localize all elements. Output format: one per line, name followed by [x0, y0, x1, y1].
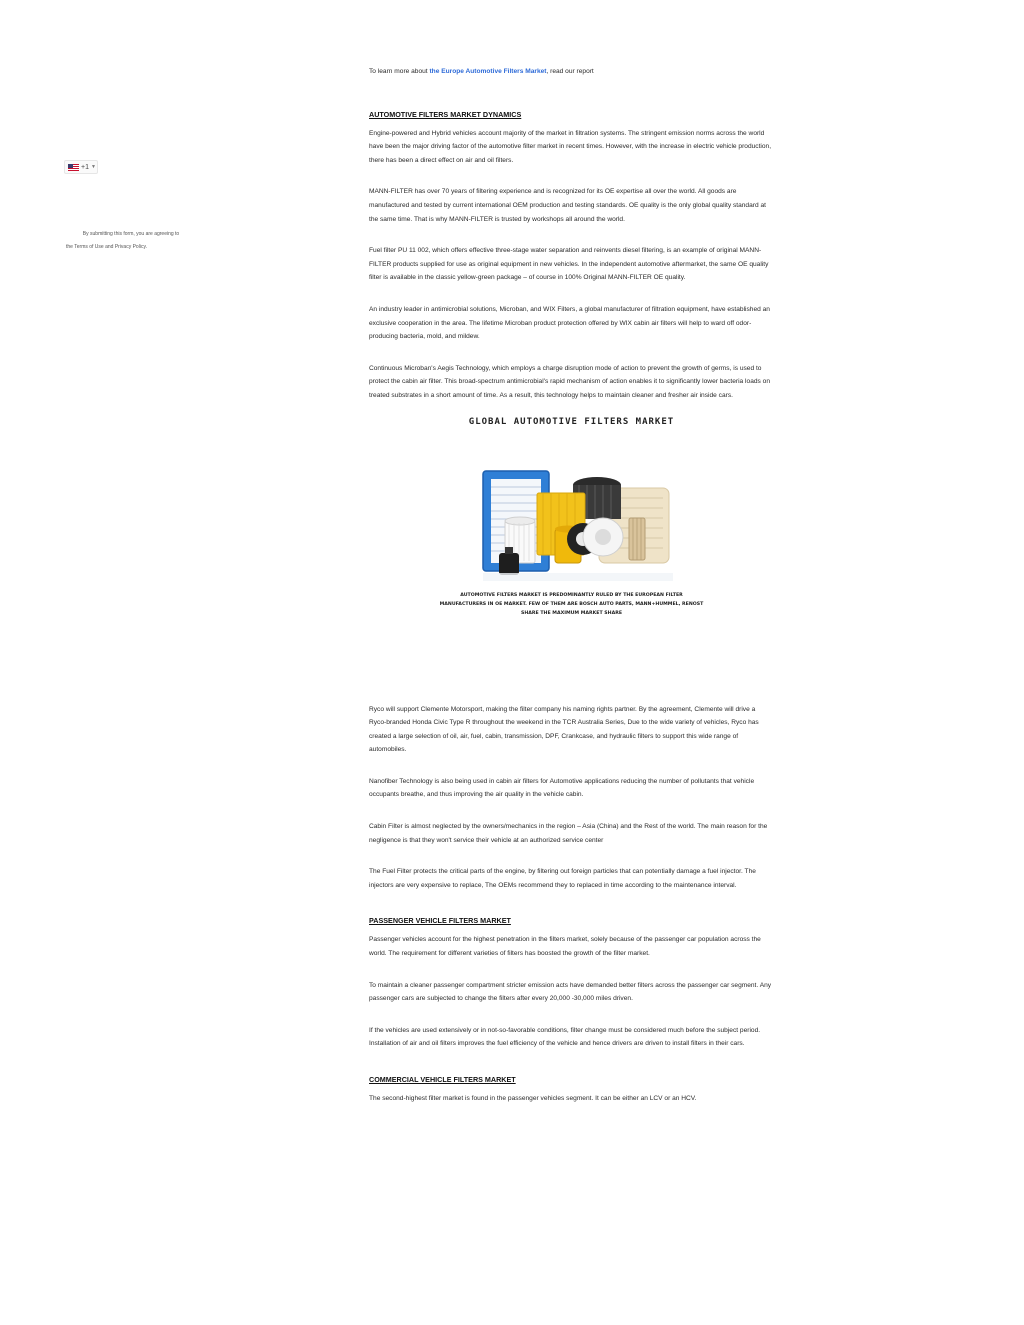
heading-market-dynamics: AUTOMOTIVE FILTERS MARKET DYNAMICS [369, 109, 522, 119]
europe-market-link[interactable]: the Europe Automotive Filters Market [429, 68, 547, 75]
filters-image [479, 463, 679, 583]
paragraph-dynamics-3: Fuel filter PU 11 002, which offers effective three-stage water separation and reinvents diesel filtering, is an example of original MANN-FILTER products supplied for use as original equipment in new vehicles. In the independent automotive aftermarket, the same OE quality filter is available in the classic yellow-green package – of course in 100% Original MANN-FILTER OE quality. [369, 247, 769, 282]
lead-prefix: To learn more about [369, 68, 430, 75]
paragraph-dynamics-5: Continuous Microban's Aegis Technology, which employs a charge disruption mode of action to prevent the growth of germs, is used to protect the cabin air filter. This broad-spectrum antimicrobial's rapid mechanism of action enables it to significantly lower bacteria loads on treated substrates in a short amount of time. As a result, this technology helps to maintain cleaner and fresher air inside cars. [369, 364, 770, 399]
paragraph-dynamics-4: An industry leader in antimicrobial solutions, Microban, and WIX Filters, a global manufacturer of filtration equipment, have established an exclusive cooperation in the area. The lifetime Microban product protection offered by WIX cabin air filters will help to ward off odor-producing bacteria, mold, and mildew. [369, 305, 770, 341]
paragraph-passenger-1: Passenger vehicles account for the highest penetration in the filters market, solely because of the passenger car population across the world. The requirement for different varieties of filters has boosted the growth of the filter market. [369, 936, 761, 958]
infographic-title: GLOBAL AUTOMOTIVE FILTERS MARKET [468, 416, 675, 427]
paragraph-passenger-2: To maintain a cleaner passenger compartment stricter emission acts have demanded better filters across the passenger car segment. Any passenger cars are subjected to change the filters after every 20,000 -30,000 miles driven. [369, 981, 772, 1003]
article-body [369, 65, 774, 1106]
heading-commercial-vehicle: COMMERCIAL VEHICLE FILTERS MARKET [369, 1075, 516, 1084]
consent-line-1: By submitting this form, you are agreeing to [82, 231, 180, 237]
paragraph-commercial-1: The second-highest filter market is found in the passenger vehicles segment. It can be either an LCV or an HCV. [369, 1095, 697, 1102]
phone-country-code: +1 [81, 163, 89, 171]
market-infographic [369, 415, 774, 673]
heading-passenger-vehicle: PASSENGER VEHICLE FILTERS MARKET [369, 916, 511, 926]
infographic-caption: AUTOMOTIVE FILTERS MARKET IS PREDOMINANTLY RULED BY THE EUROPEAN FILTER MANUFACTURERS IN OE MARKET. FEW OF THEM ARE BOSCH AUTO PARTS, MANN+HUMMEL, RENOST SHARE THE MAXIMUM MARKET SHARE [439, 592, 704, 616]
paragraph-dynamics-9: The Fuel Filter protects the critical parts of the engine, by filtering out foreign particles that can potentially damage a fuel injector. The injectors are very expensive to replace, The OEMs recommend they to replaced in time according to the maintenance interval. [369, 868, 756, 889]
paragraph-dynamics-6: Ryco will support Clemente Motorsport, making the filter company his naming rights partner. By the agreement, Clemente will drive a Ryco-branded Honda Civic Type R throughout the weekend in the TCR Australia Series, Due to the wide variety of vehicles, Ryco has created a large selection of oil, air, fuel, cabin, transmission, DPF, Crankcase, and hydraulic filters to support this wide range of automobiles. [369, 705, 759, 754]
lead-suffix: , read our report [546, 68, 594, 75]
paragraph-dynamics-8: Cabin Filter is almost neglected by the owners/mechanics in the region – Asia (China) and the Rest of the world. The main reason for the negligence is that they won't service their vehicle at an authorized service center [369, 823, 768, 844]
us-flag-icon [68, 164, 79, 171]
paragraph-passenger-3: If the vehicles are used extensively or in not-so-favorable conditions, filter change must be considered much before the subject period. Installation of air and oil filters improves the fuel efficiency of the vehicle and hence drivers are driven to install filters in their cars. [369, 1026, 761, 1048]
form-consent-text [66, 228, 196, 254]
phone-country-select[interactable] [64, 160, 98, 174]
consent-line-2: the Terms of Use and Privacy Policy. [66, 244, 147, 250]
paragraph-dynamics-7: Nanofiber Technology is also being used in cabin air filters for Automotive applications reducing the number of pollutants that vehicle occupants breathe, and thus improving the air quality in the vehicle cabin. [369, 777, 755, 799]
chevron-down-icon: ▼ [90, 164, 96, 170]
paragraph-dynamics-1: Engine-powered and Hybrid vehicles account majority of the market in filtration systems. The stringent emission norms across the world have been the major driving factor of the automotive filter market in recent times. However, with the increase in electric vehicle production, there has been a direct effect on air and oil filters. [369, 129, 772, 164]
paragraph-dynamics-2: MANN-FILTER has over 70 years of filtering experience and is recognized for its OE expertise all over the world. All goods are manufactured and tested by current international OEM production and testing standards. OE quality is the only global quality standard at the same time. That is why MANN-FILTER is trusted by workshops all around the world. [369, 188, 766, 223]
lead-paragraph [369, 65, 774, 79]
